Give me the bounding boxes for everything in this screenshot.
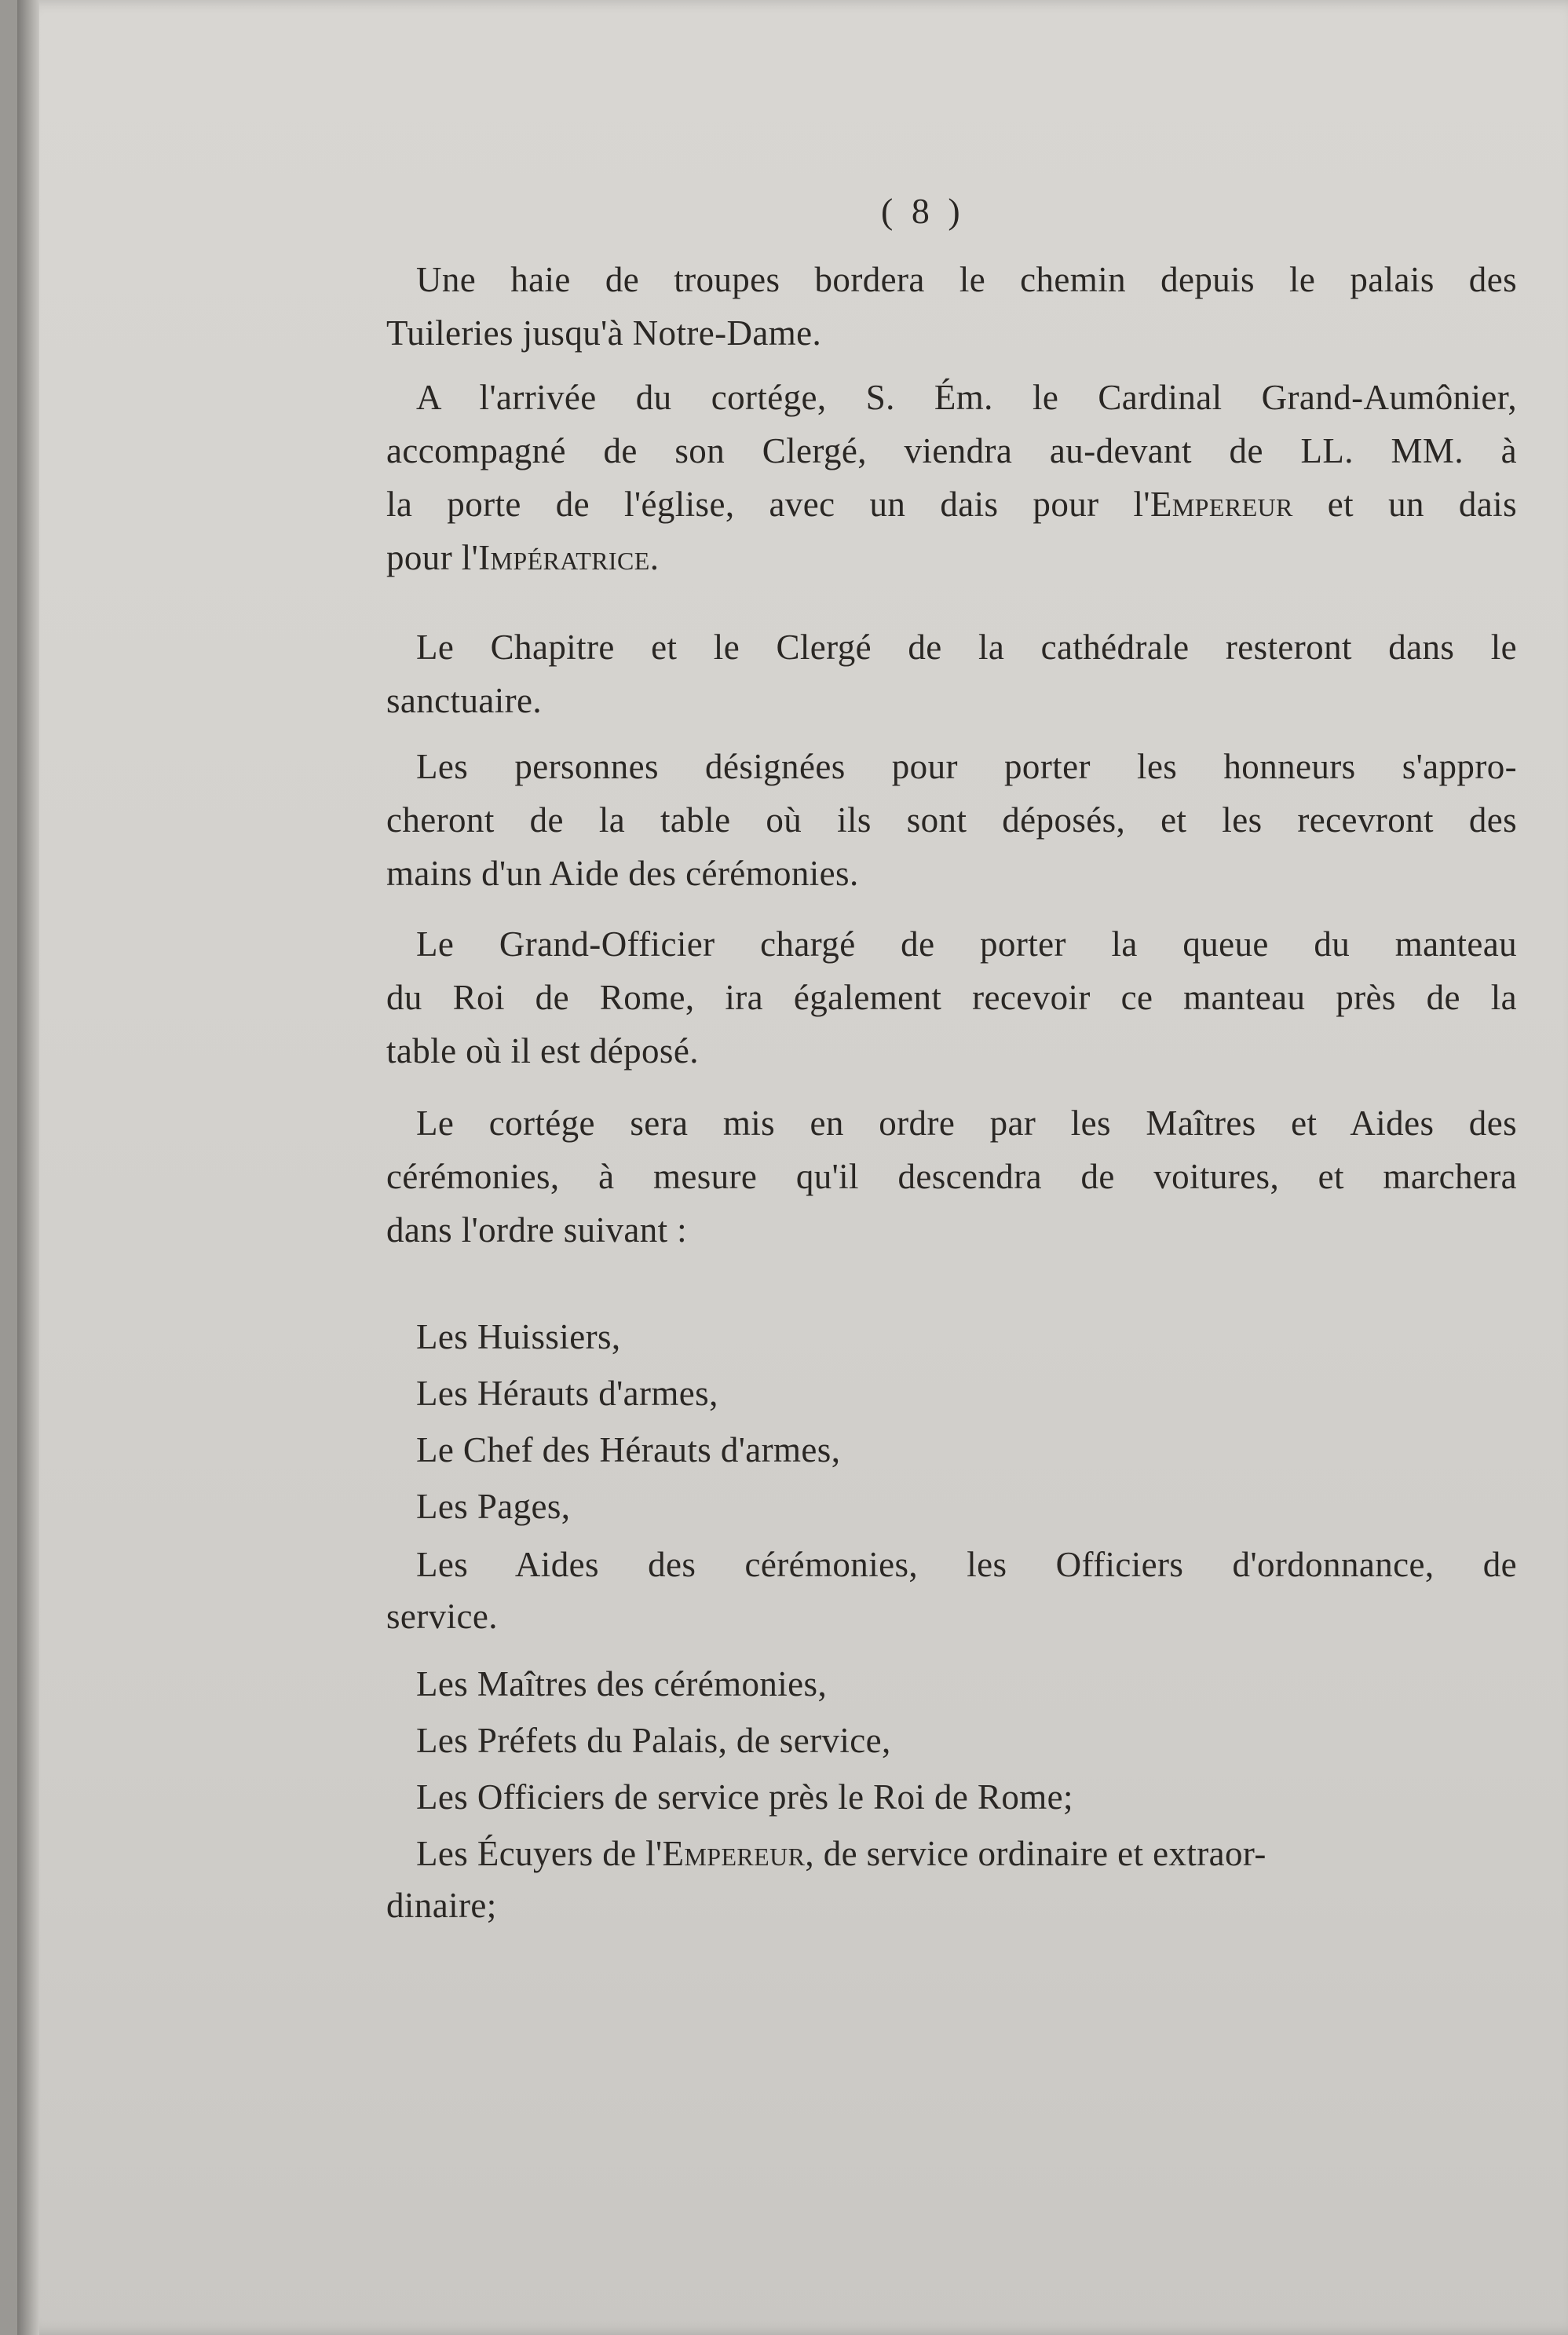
text-line: accompagné de son Clergé, viendra au-devant de LL. MM. à <box>386 431 1517 470</box>
text-fragment: et un dais <box>1292 485 1517 524</box>
text-line <box>386 531 1517 584</box>
text-line: Une haie de troupes bordera le chemin depuis le palais des <box>416 260 1517 299</box>
list-item: Le Chef des Hérauts d'armes, <box>416 1430 841 1469</box>
list-item: Les Hérauts d'armes, <box>416 1374 718 1413</box>
page-number: ( 8 ) <box>881 191 965 231</box>
text-line: mains d'un Aide des cérémonies. <box>386 854 859 893</box>
text-line: table où il est déposé. <box>386 1031 699 1071</box>
small-caps-word: Empereur <box>662 1834 806 1873</box>
list-item <box>416 1827 1517 1880</box>
list-item: service. <box>386 1597 498 1636</box>
text-line: A l'arrivée du cortége, S. Ém. le Cardinal Grand-Aumônier, <box>416 378 1517 417</box>
text-line: Le cortége sera mis en ordre par les Maîtres et Aides des <box>416 1103 1517 1143</box>
text-fragment: . <box>649 538 660 577</box>
paragraph-5 <box>386 917 1517 1078</box>
text-line <box>386 478 1517 531</box>
text-line: Tuileries jusqu'à Notre-Dame. <box>386 313 822 353</box>
text-line: sanctuaire. <box>386 681 543 720</box>
text-fragment: la porte de l'église, avec un dais pour l' <box>386 485 1150 524</box>
text-line: Les personnes désignées pour porter les honneurs s'appro- <box>416 747 1517 786</box>
page-binding-edge <box>17 0 39 2335</box>
paragraph-4 <box>386 740 1517 900</box>
list-item: Les Préfets du Palais, de service, <box>416 1721 891 1760</box>
text-line: cérémonies, à mesure qu'il descendra de voitures, et marchera <box>386 1157 1517 1196</box>
text-line: Le Chapitre et le Clergé de la cathédrale resteront dans le <box>416 628 1517 667</box>
text-fragment: Les Écuyers de l' <box>416 1834 663 1873</box>
small-caps-word: Empereur <box>1150 485 1293 524</box>
text-fragment: , de service ordinaire et extraor- <box>805 1834 1266 1873</box>
paragraph-1 <box>386 253 1517 360</box>
text-line: cheront de la table où ils sont déposés, et les recevront des <box>386 800 1517 840</box>
text-line: dans l'ordre suivant : <box>386 1210 688 1250</box>
list-item: Les Officiers de service près le Roi de Rome; <box>416 1777 1073 1817</box>
paragraph-6 <box>386 1096 1517 1257</box>
text-line: Le Grand-Officier chargé de porter la queue du manteau <box>416 924 1517 964</box>
text-fragment: pour l' <box>386 538 479 577</box>
list-item: Les Aides des cérémonies, les Officiers d'ordonnance, de <box>416 1545 1517 1584</box>
text-line: du Roi de Rome, ira également recevoir ce manteau près de la <box>386 978 1517 1017</box>
paragraph-3 <box>386 620 1517 727</box>
list-item: Les Maîtres des cérémonies, <box>416 1664 828 1704</box>
paragraph-2 <box>386 371 1517 584</box>
small-caps-word: Impératrice <box>478 538 650 577</box>
page-sheet <box>17 0 1568 2335</box>
list-item: Les Pages, <box>416 1487 571 1526</box>
list-item: Les Huissiers, <box>416 1317 621 1356</box>
list-item: dinaire; <box>386 1886 497 1925</box>
